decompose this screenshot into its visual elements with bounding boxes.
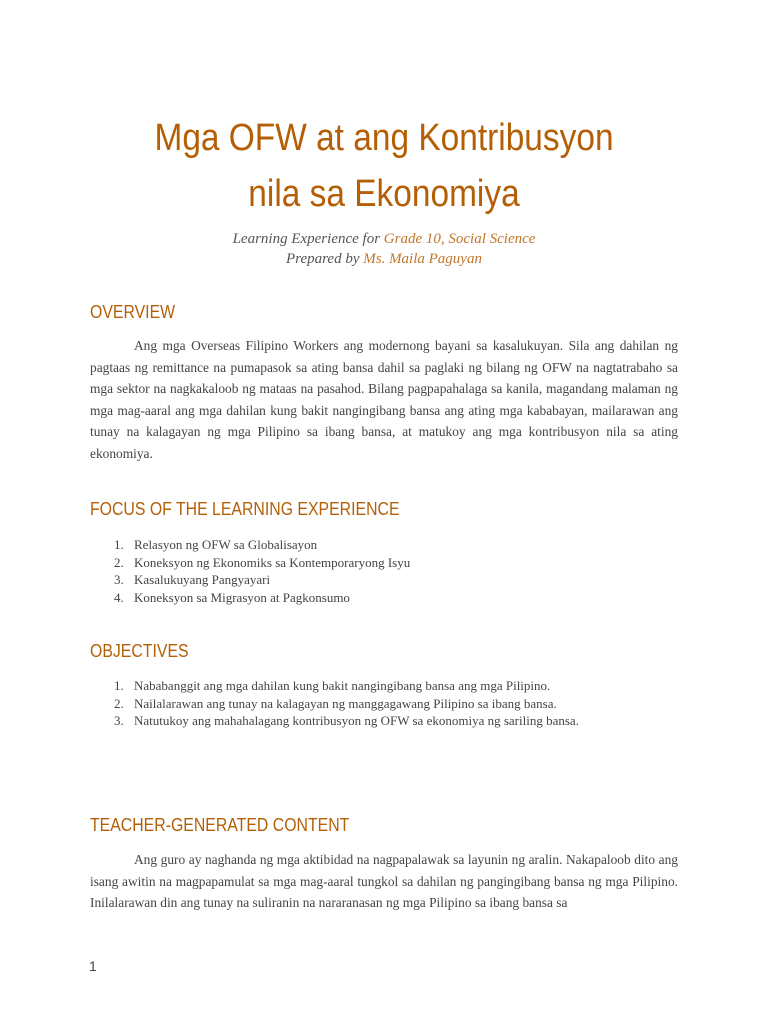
list-number: 1.	[114, 678, 124, 693]
list-number: 2.	[114, 695, 124, 711]
author-name: Ms. Maila Paguyan	[363, 251, 482, 267]
focus-list-item	[90, 554, 678, 572]
list-number: 1.	[114, 537, 124, 552]
objective-list-item	[90, 677, 678, 695]
list-text: Nababanggit ang mga dahilan kung bakit nangingibang bansa ang mga Pilipino.	[134, 678, 551, 693]
prepared-by-line	[90, 249, 678, 269]
learning-experience-line	[90, 229, 678, 249]
grade-subject: Grade 10, Social Science	[383, 231, 536, 247]
list-text: Natutukoy ang mahahalagang kontribusyon ng OFW sa ekonomiya ng sariling bansa.	[134, 713, 579, 728]
list-text: Koneksyon ng Ekonomiks sa Kontemporaryong Isyu	[134, 554, 411, 570]
objective-list-item	[90, 695, 678, 713]
list-text: Kasalukuyang Pangyayari	[134, 572, 271, 587]
teacher-content-heading: TEACHER-GENERATED CONTENT	[90, 815, 350, 835]
list-number: 2.	[114, 554, 124, 570]
focus-list-item	[90, 571, 678, 589]
objectives-heading: OBJECTIVES	[90, 641, 189, 661]
page-number: 1	[89, 958, 97, 974]
focus-heading: FOCUS OF THE LEARNING EXPERIENCE	[90, 499, 400, 519]
learning-experience-label: Learning Experience for	[232, 231, 384, 247]
focus-list	[90, 536, 678, 606]
teacher-content-paragraph: Ang guro ay naghanda ng mga aktibidad na nagpapalawak sa layunin ng aralin. Nakapaloob dito ang isang awitin na magpapamulat sa mga mag-aaral tungkol sa dahilan ng pangingibang bansa ng mga Pilipino. Inilalarawan din ang tunay na suliranin na nararanasan ng mga Pilipino sa ibang bansa sa	[90, 852, 678, 911]
document-title: Mga OFW at ang Kontribusyon nila sa Ekonomiya	[154, 117, 614, 215]
list-text: Koneksyon sa Migrasyon at Pagkonsumo	[134, 589, 350, 605]
prepared-by-label: Prepared by	[286, 251, 364, 267]
focus-list-item	[90, 536, 678, 554]
focus-list-item	[90, 589, 678, 607]
list-number: 3.	[114, 572, 124, 587]
objective-list-item	[90, 712, 678, 730]
list-text: Relasyon ng OFW sa Globalisayon	[134, 537, 318, 552]
list-number: 3.	[114, 713, 124, 728]
overview-paragraph: Ang mga Overseas Filipino Workers ang modernong bayani sa kasalukuyan. Sila ang dahilan ng pagtaas ng remittance na pumapasok sa ating bansa dahil sa paglaki ng bilang ng OFW na nagtatrabaho sa mga sektor na nagkakaloob ng mataas na pasahod. Bilang pagpapahalaga sa kanila, magandang malaman ng mga mag-aaral ang mga dahilan kung bakit nangingibang bansa ang ating mga kababayan, mailarawan ang tunay na kalagayan ng mga Pilipino sa ibang bansa, at matukoy ang mga kontribusyon nila sa ating ekonomiya.	[90, 338, 678, 461]
list-number: 4.	[114, 589, 124, 605]
list-text: Nailalarawan ang tunay na kalagayan ng manggagawang Pilipino sa ibang bansa.	[134, 695, 557, 711]
objectives-list	[90, 677, 678, 730]
overview-heading: OVERVIEW	[90, 302, 176, 322]
